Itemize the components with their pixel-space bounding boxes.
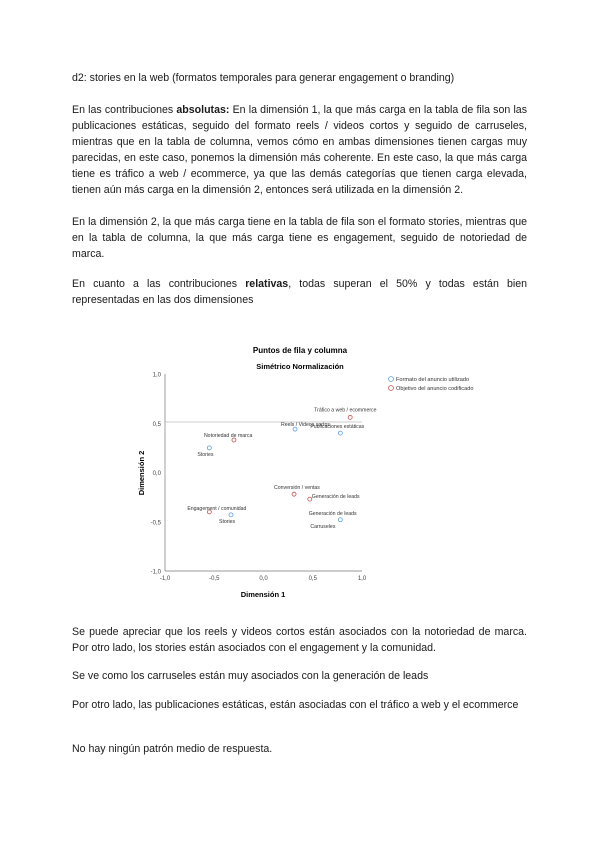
x-tick-label: 1,0 [357, 576, 367, 582]
y-tick-label: -1,0 [150, 569, 161, 576]
x-tick-label: 0,0 [259, 576, 268, 582]
point-label: Stories [197, 451, 214, 458]
y-tick-label: 0,5 [152, 421, 161, 428]
chart-subtitle: Simétrico Normalización [256, 362, 344, 371]
data-point [348, 415, 352, 419]
x-axis-label: Dimensión 1 [240, 590, 286, 599]
paragraph-estaticas: Por otro lado, las publicaciones estáticas, están asociadas con el tráfico a web y el ecommerce [72, 699, 519, 711]
bold-absolutas: absolutas: [176, 104, 230, 116]
point-label: Stories [218, 518, 236, 525]
bold-relativas: relativas [245, 278, 289, 290]
data-point [207, 446, 211, 450]
paragraph-dimension-2: En la dimensión 2, la que más carga tiene en la tabla de fila son el formato stories, mientras que en la tabla de columna, la que más carga tiene es engagement, seguido de notoriedad de marca. [72, 216, 527, 260]
paragraph-absolutas: En las contribuciones absolutas: En la dimensión 1, la que más carga en la tabla de fila son las publicaciones estáticas, seguido del formato reels / videos cortos y seguido de carruseles, mientras que en la tabla de columna, vemos cómo en ambas dimensiones tienen cargas muy parecidas, en este caso, ponemos la dimensión más coherente. En este caso, la que más carga tiene es tráfico a web / ecommerce, ya que las demás categorías que tienen carga elevada, tienen aún más carga en la dimensión 2, entonces será utilizada en la dimensión 2. [72, 104, 527, 196]
point-label: Generación de leads [311, 494, 360, 501]
paragraph-relativas: En cuanto a las contribuciones relativas, todas superan el 50% y todas están bien representadas en las dos dimensiones [72, 278, 527, 306]
y-tick-label: 0,0 [152, 471, 161, 477]
y-tick-label: -0,5 [150, 520, 161, 527]
legend-label: Formato del anuncio utilizado [396, 377, 470, 383]
point-label: Publicaciones estáticas [310, 424, 365, 431]
chart-title: Puntos de fila y columna [252, 346, 348, 355]
point-label: Engagement / comunidad [187, 505, 247, 512]
legend-label: Objetivo del anuncio codificado [396, 386, 474, 392]
x-tick-labels [160, 576, 367, 582]
data-point [229, 513, 233, 517]
point-label: Generación de leads [308, 510, 357, 517]
x-tick-label: 0,5 [308, 576, 317, 582]
legend-marker [389, 377, 394, 382]
paragraph-patron: No hay ningún patrón medio de respuesta. [72, 743, 273, 755]
chart-points [187, 407, 376, 529]
paragraph-intro: d2: stories en la web (formatos temporales para generar engagement o branding) [72, 72, 455, 84]
point-label: Carruseles [310, 523, 336, 530]
point-label: Tráfico a web / ecommerce [314, 407, 377, 414]
paragraph-carruseles: Se ve como los carruseles están muy asociados con la generación de leads [72, 670, 429, 682]
correspondence-chart [130, 338, 530, 608]
point-label: Conversión / ventas [274, 485, 320, 492]
x-tick-label: -1,0 [159, 576, 171, 582]
y-axis-label: Dimensión 2 [137, 450, 146, 496]
y-tick-labels [151, 373, 162, 576]
paragraph-asociaciones: Se puede apreciar que los reels y videos cortos están asociados con la notoriedad de marca. Por otro lado, los stories están asociados con el engagement y la comunidad. [72, 626, 527, 654]
x-tick-label: -0,5 [209, 576, 220, 582]
legend-marker [389, 386, 394, 391]
chart-legend [389, 377, 474, 392]
data-point [292, 492, 296, 496]
data-point [338, 431, 342, 435]
point-label: Notoriedad de marca [203, 432, 253, 439]
point-label: Reels / Videos cortos [281, 422, 330, 429]
y-tick-label: 1,0 [152, 372, 161, 379]
data-point [338, 518, 342, 522]
